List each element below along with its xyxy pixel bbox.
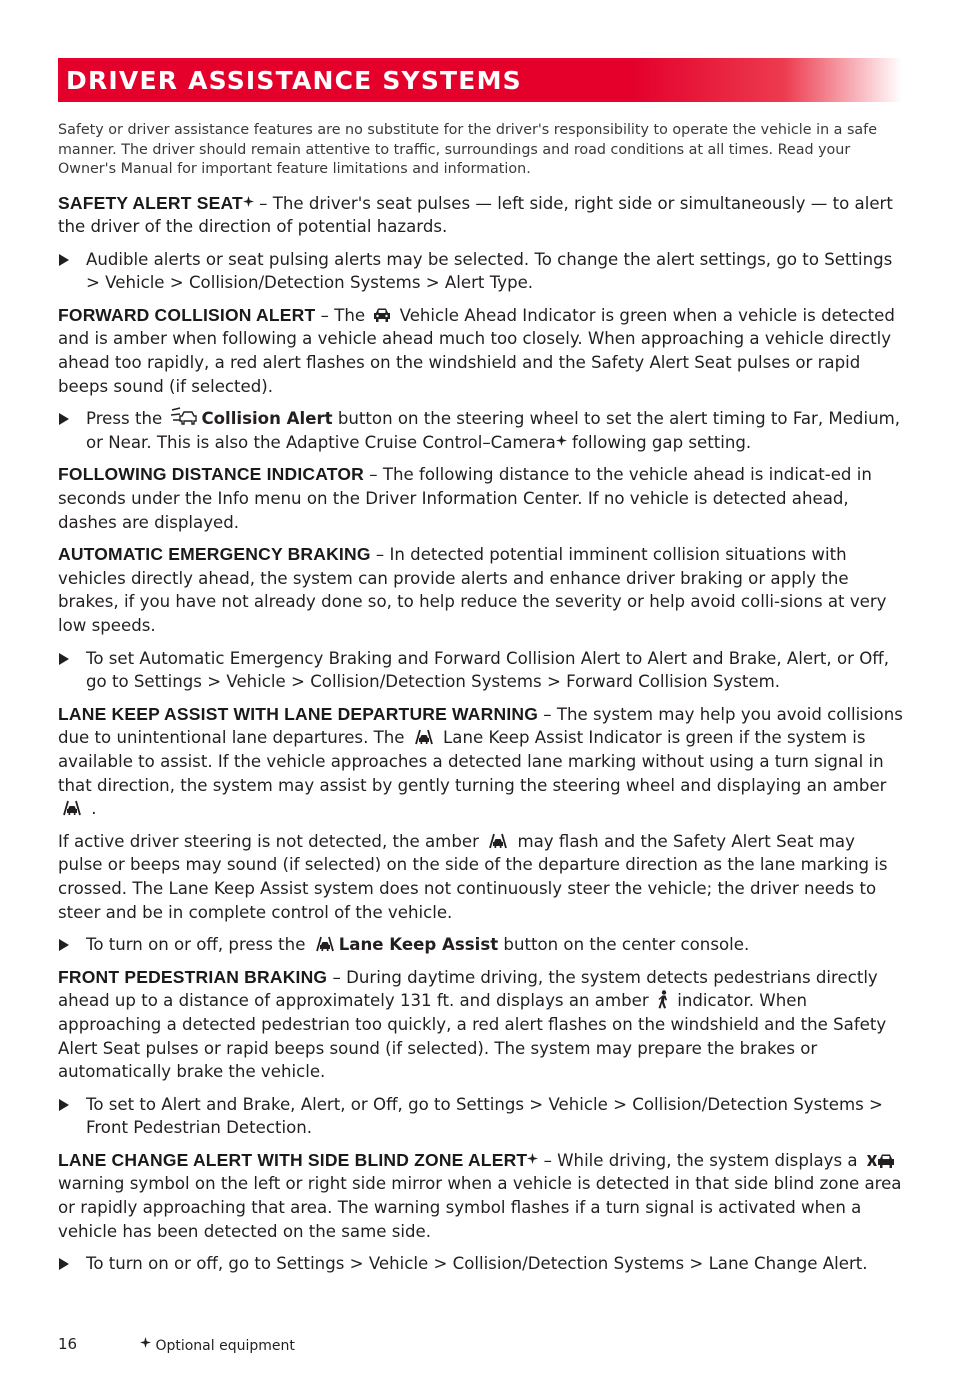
bullet-item bbox=[58, 933, 904, 957]
section-title: FOLLOWING DISTANCE INDICATOR bbox=[58, 464, 364, 485]
intro-text: Safety or driver assistance features are no substitute for the driver's responsibility to operate the vehicle in a safe manner. The driver should remain attentive to traffic, surroundings and road conditions at all times. Read your Owner's Manual for important feature limitations and information. bbox=[58, 122, 878, 177]
star-icon bbox=[140, 1337, 151, 1348]
section-text: – While driving, the system displays a bbox=[538, 1150, 863, 1170]
lane-keep-button-label: Lane Keep Assist bbox=[338, 935, 499, 955]
star-icon bbox=[243, 196, 254, 207]
bullet-arrow-icon bbox=[59, 254, 69, 266]
section-text: – During daytime driving, the system detects pedestrians directly ahead up to a distance of approximately 131 ft. and displays an amber bbox=[58, 967, 878, 1011]
bullet-arrow-icon bbox=[59, 653, 69, 665]
section-text: Lane Keep Assist Indicator is green if the system is available to assist. If the vehicle approaches a detected lane marking without using a turn signal in that direction, the system may assist by gently turning the steering wheel and displaying an amber bbox=[58, 728, 887, 795]
section-text: Vehicle Ahead Indicator is green when a vehicle is detected and is amber when following a vehicle ahead much too closely. When approaching a vehicle directly ahead too rapidly, a red alert flashes on the windshield and the Safety Alert Seat pulses or rapid beeps sound (if selected). bbox=[58, 305, 895, 396]
section-text: – The bbox=[315, 305, 371, 325]
collision-alert-button-label: Collision Alert bbox=[201, 409, 333, 429]
bullet-text: To turn on or off, go to Settings > Vehicle > Collision/Detection Systems > Lane Change Alert. bbox=[86, 1254, 868, 1274]
bullet-item bbox=[58, 1093, 904, 1140]
bullet-text: Audible alerts or seat pulsing alerts may be selected. To change the alert settings, go to Settings > Vehicle > Collision/Detection Systems > Alert Type. bbox=[86, 249, 893, 293]
page-content bbox=[58, 121, 904, 1285]
bullet-text: button on the steering wheel to set the alert timing to Far, Medium, or Near. This is also the Adaptive Cruise Control–Camera bbox=[86, 409, 901, 452]
section-text: If active driver steering is not detected, the amber bbox=[58, 831, 485, 851]
aeb-paragraph bbox=[58, 543, 904, 637]
section-text: warning symbol on the left or right side mirror when a vehicle is detected in that side blind zone area or rapidly approaching that area. The warning symbol flashes if a turn signal is activated when a vehicle has been detected on the same side. bbox=[58, 1174, 902, 1241]
blind-zone-icon bbox=[865, 1152, 897, 1169]
bullet-arrow-icon bbox=[59, 1099, 69, 1111]
bullet-text: To turn on or off, press the bbox=[86, 935, 311, 955]
section-title: SAFETY ALERT SEAT bbox=[58, 192, 243, 213]
star-icon bbox=[527, 1153, 538, 1164]
section-text: – The following distance to the vehicle ahead is indicat-ed in seconds under the Info menu on the Driver Information Center. If no vehicle is detected ahead, dashes are displayed. bbox=[58, 465, 872, 532]
bullet-arrow-icon bbox=[59, 939, 69, 951]
section-title: AUTOMATIC EMERGENCY BRAKING bbox=[58, 544, 371, 565]
section-text: – The system may help you avoid collisions due to unintentional lane departures. The bbox=[58, 704, 903, 748]
section-text: . bbox=[86, 799, 97, 819]
forward-collision-paragraph bbox=[58, 304, 904, 398]
section-title: LANE CHANGE ALERT WITH SIDE BLIND ZONE ALERT bbox=[58, 1149, 528, 1170]
bullet-text: Press the bbox=[86, 409, 168, 429]
section-text: may flash and the Safety Alert Seat may pulse or beeps may sound (if selected) on the side of the departure direction as the lane marking is crossed. The Lane Keep Assist system does not continuously steer the vehicle; the driver needs to steer and be in complete control of the vehicle. bbox=[58, 831, 888, 922]
pedestrian-paragraph bbox=[58, 966, 904, 1084]
lane-keep-icon bbox=[60, 799, 84, 817]
footnote bbox=[140, 1337, 295, 1354]
pedestrian-icon bbox=[656, 990, 670, 1009]
safety-alert-seat-paragraph bbox=[58, 192, 904, 239]
vehicle-ahead-icon bbox=[372, 307, 392, 324]
footnote-text: Optional equipment bbox=[155, 1338, 295, 1354]
section-banner bbox=[58, 58, 902, 102]
collision-alert-icon bbox=[169, 407, 199, 427]
section-text: indicator. When approaching a detected pedestrian too quickly, a red alert flashes on the windshield and the Safety Alert Seat pulses or rapid beeps sound (if selected). The system may prepare the brakes or automatically brake the vehicle. bbox=[58, 991, 887, 1082]
bullet-item bbox=[58, 407, 904, 454]
lane-keep-icon bbox=[486, 832, 510, 850]
page-number: 16 bbox=[58, 1335, 78, 1353]
bullet-item bbox=[58, 1252, 904, 1276]
bullet-text: button on the center console. bbox=[498, 935, 750, 955]
bullet-text: following gap setting. bbox=[566, 432, 752, 452]
section-title: FRONT PEDESTRIAN BRAKING bbox=[58, 966, 328, 987]
bullet-text: To set Automatic Emergency Braking and Forward Collision Alert to Alert and Brake, Alert, or Off, go to Settings > Vehicle > Collision/Detection Systems > Forward Collision System. bbox=[86, 648, 889, 692]
section-text: – In detected potential imminent collision situations with vehicles directly ahead, the system can provide alerts and enhance driver braking or apply the brakes, if you have not already done so, to help reduce the severity or help avoid colli-sions at very low speeds. bbox=[58, 545, 887, 635]
bullet-item bbox=[58, 248, 904, 295]
bullet-arrow-icon bbox=[59, 1258, 69, 1270]
lane-keep-paragraph bbox=[58, 703, 904, 821]
lane-keep-icon bbox=[412, 728, 436, 746]
section-title: FORWARD COLLISION ALERT bbox=[58, 304, 316, 325]
bullet-item bbox=[58, 647, 904, 694]
bullet-text: To set to Alert and Brake, Alert, or Off, go to Settings > Vehicle > Collision/Detection Systems > Front Pedestrian Detection. bbox=[86, 1094, 883, 1138]
section-title: LANE KEEP ASSIST WITH LANE DEPARTURE WARNING bbox=[58, 703, 539, 724]
page-title: DRIVER ASSISTANCE SYSTEMS bbox=[66, 65, 522, 95]
section-text: – The driver's seat pulses — left side, right side or simultaneously — to alert the driver of the direction of potential hazards. bbox=[58, 193, 893, 237]
lane-keep-paragraph-2 bbox=[58, 830, 904, 924]
lane-keep-icon bbox=[313, 935, 337, 953]
star-icon bbox=[556, 435, 567, 446]
bullet-arrow-icon bbox=[59, 413, 69, 425]
lane-change-paragraph bbox=[58, 1149, 904, 1243]
following-distance-paragraph bbox=[58, 463, 904, 534]
